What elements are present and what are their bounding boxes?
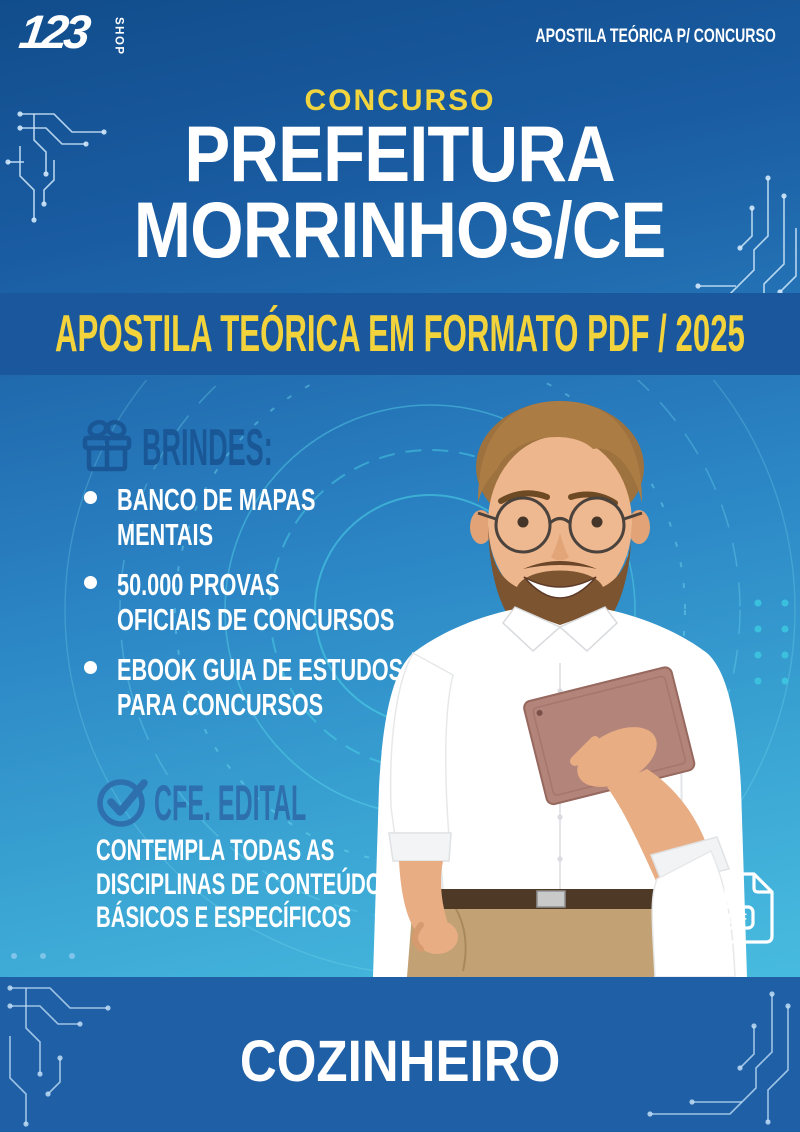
brindes-list: [84, 482, 444, 737]
list-item-line: MENTAIS: [117, 517, 214, 552]
list-item-line: BANCO DE MAPAS: [117, 482, 316, 517]
format-banner: [0, 293, 800, 375]
edital-line: CONTEMPLA TODAS AS: [96, 834, 335, 867]
gift-icon: [80, 417, 134, 473]
list-item: [84, 482, 444, 552]
dot-row-bottom-left: [6, 948, 116, 964]
edital-line: DISCIPLINAS DE CONTEÚDOS: [96, 867, 396, 901]
edital-heading: CFE. EDITAL: [154, 775, 307, 831]
list-item-line: OFICIAIS DE CONCURSOS: [117, 602, 395, 637]
edital-line: BÁSICOS E ESPECÍFICOS: [96, 901, 352, 934]
list-item-line: 50.000 PROVAS: [117, 567, 280, 602]
shop-logo: [16, 5, 130, 72]
page-title: [0, 109, 800, 274]
shop-logo-number: 123: [16, 5, 91, 58]
list-item-line: EBOOK GUIA DE ESTUDOS: [117, 652, 404, 687]
bullet-dot: [84, 576, 97, 589]
bullet-dot: [84, 661, 97, 674]
format-banner-text: APOSTILA TEÓRICA EM FORMATO PDF / 2025: [55, 305, 745, 363]
pdf-icon-label: PDF: [717, 910, 747, 928]
job-role-title: COZINHEIRO: [239, 1029, 561, 1094]
kicker-concurso: CONCURSO: [304, 84, 496, 117]
pdf-file-icon: [708, 868, 780, 948]
top-right-label: APOSTILA TEÓRICA P/ CONCURSO: [535, 26, 776, 47]
title-line-2: MORRINHOS/CE: [134, 185, 666, 274]
title-line-1: PREFEITURA: [184, 109, 616, 198]
list-item: [84, 652, 444, 722]
brindes-heading: BRINDES:: [142, 419, 273, 477]
shop-logo-text: SHOP: [112, 17, 125, 56]
list-item-line: PARA CONCURSOS: [117, 687, 324, 722]
bullet-dot: [84, 491, 97, 504]
check-circle-icon: [94, 772, 152, 830]
list-item: [84, 567, 444, 637]
edital-description: [96, 834, 395, 935]
